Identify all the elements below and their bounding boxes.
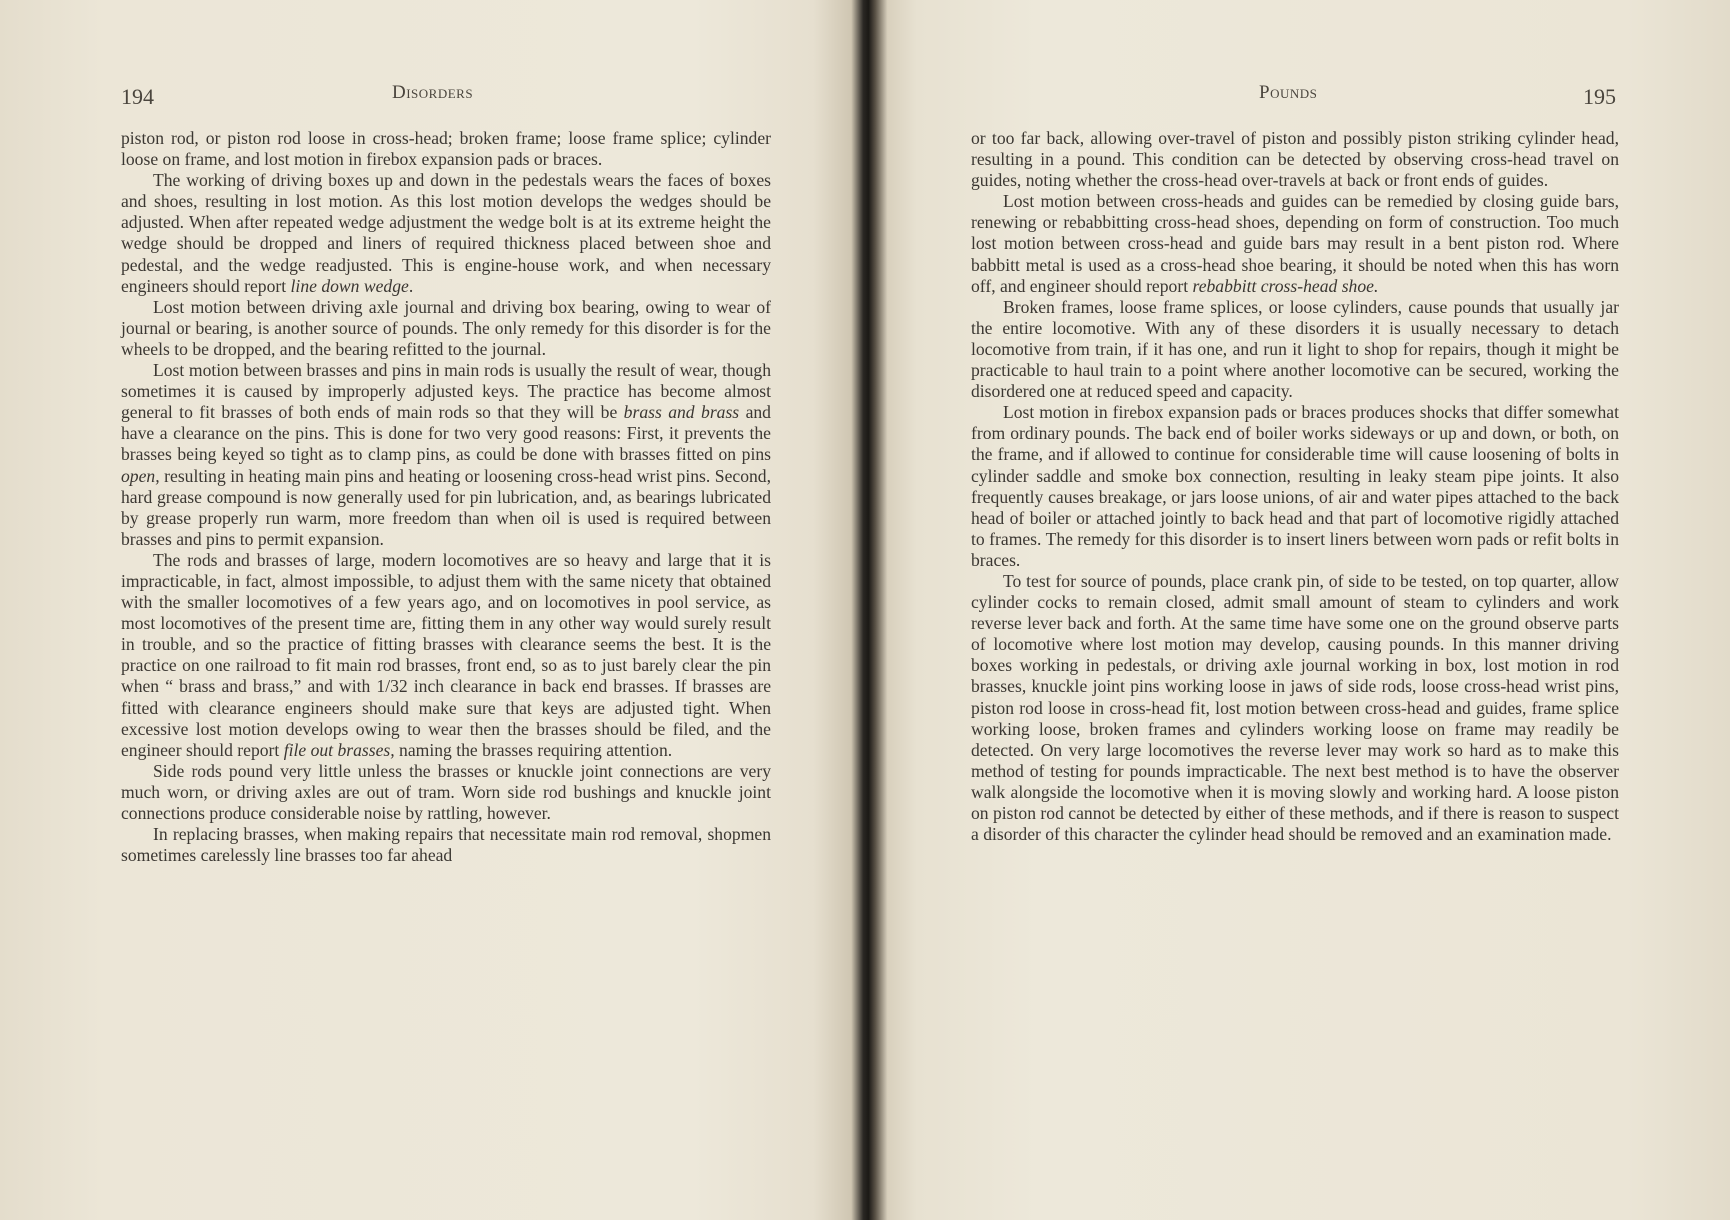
paragraph xyxy=(121,360,771,550)
text-run: Lost motion between brasses and pins in main rods is usually the result of wear, though sometimes it is caused by improperly adjusted keys. The practice has become almost general to fit brasses of both ends of main rods so that they will be xyxy=(121,360,771,423)
page-number: 194 xyxy=(121,84,154,109)
italic-text: brass and brass xyxy=(623,402,740,423)
paragraph xyxy=(121,550,771,761)
paragraph xyxy=(971,571,1619,845)
paragraph xyxy=(121,170,771,297)
running-head: Pounds xyxy=(1259,82,1318,103)
italic-text: rebabbitt cross-head shoe. xyxy=(1192,275,1379,296)
running-head: Disorders xyxy=(392,82,474,103)
body-text xyxy=(971,128,1619,845)
left-page xyxy=(0,0,850,1220)
paragraph xyxy=(121,824,771,866)
text-run: The rods and brasses of large, modern locomotives are so heavy and large that it is impracticable, in fact, almost impossible, to adjust them with the same nicety that obtained with the smaller locomotives of a few years ago, and on locomotives in pool service, as most locomotives of the present time are, fitting them in any other way would surely result in trouble, and so the practice of fitting brasses with clearance seems the best. It is the practice on one railroad to fit main rod brasses, front end, so as to just barely clear the pin when “ brass and brass,” and with 1/32 inch clearance in back end brasses. If brasses are fitted with clearance engineers should make sure that keys are adjusted tight. When excessive lost motion develops owing to wear then the brasses should be filed, and the engineer should report xyxy=(121,549,771,760)
body-text xyxy=(121,128,771,866)
right-page xyxy=(875,0,1730,1220)
paragraph xyxy=(971,297,1619,402)
text-run: Side rods pound very little unless the brasses or knuckle joint connections are very much worn, or driving axles are out of tram. Worn side rod bushings and knuckle joint connections produce considerable noise by rattling, however. xyxy=(121,760,771,823)
text-run: piston rod, or piston rod loose in cross-head; broken frame; loose frame splice; cylinder loose on frame, and lost motion in firebox expansion pads or braces. xyxy=(121,128,771,170)
text-run: and have a clearance on the pins. This is done for two very good reasons: First, it prevents the brasses being keyed so tight as to clamp pins, as could be done with brasses fitted on pins xyxy=(121,402,771,465)
paragraph xyxy=(121,761,771,824)
paragraph xyxy=(971,402,1619,571)
text-run: naming the brasses requiring attention. xyxy=(394,739,673,760)
italic-text: file out brasses, xyxy=(283,739,395,760)
paragraph xyxy=(971,128,1619,191)
text-run: resulting in heating main pins and heating or loosening cross-head wrist pins. Second, hard grease compound is now generally used for pin lubrication, and, as bearings lubricated by grease properly run warm, more freedom than when oil is used is required between brasses and pins to permit expansion. xyxy=(121,465,771,549)
text-run: Lost motion in firebox expansion pads or braces produces shocks that differ somewhat from ordinary pounds. The back end of boiler works sideways or up and down, or both, on the frame, and if allowed to continue for considerable time will cause loosening of bolts in cylinder saddle and smoke box connection, resulting in leaky steam pipe joints. It also frequently causes breakage, or jars loose unions, of air and water pipes attached to the back head of boiler or attached jointly to back head and that part of locomotive rigidly attached to frames. The remedy for this disorder is to insert liners between worn pads or refit bolts in braces. xyxy=(971,402,1619,570)
page-number: 195 xyxy=(1583,84,1616,109)
italic-text: line down wedge xyxy=(290,275,409,296)
text-run: The working of driving boxes up and down in the pedestals wears the faces of boxes and shoes, resulting in lost motion. As this lost motion develops the wedges should be adjusted. When after repeated wedge adjustment the wedge bolt is at its extreme height the wedge should be dropped and liners of required thickness placed between shoe and pedestal, and the wedge readjusted. This is engine-house work, and when necessary engineers should report xyxy=(121,170,771,296)
text-run: Broken frames, loose frame splices, or loose cylinders, cause pounds that usually jar the entire locomotive. With any of these disorders it is usually necessary to detach locomotive from train, if it has one, and run it light to shop for repairs, though it might be practicable to haul train to a point where another locomotive can be secured, working the disordered one at reduced speed and capacity. xyxy=(971,296,1619,402)
paragraph xyxy=(121,128,771,170)
text-run: Lost motion between driving axle journal and driving box bearing, owing to wear of journal or bearing, is another source of pounds. The only remedy for this disorder is for the wheels to be dropped, and the bearing refitted to the journal. xyxy=(121,296,771,359)
text-run: . xyxy=(408,275,414,296)
italic-text: open, xyxy=(121,465,160,486)
text-run: To test for source of pounds, place crank pin, of side to be tested, on top quarter, allow cylinder cocks to remain closed, admit small amount of steam to cylinders and work reverse lever back and forth. At the same time have some one on the ground observe parts of locomotive where lost motion may develop, causing pounds. In this manner driving boxes working in pedestals, or driving axle journal working in box, lost motion in rod brasses, knuckle joint pins working loose in jaws of side rods, loose cross-head wrist pins, piston rod loose in cross-head fit, lost motion between cross-head and guides, frame splice working loose, broken frames and cylinders working loose on frame may readily be detected. On very large locomotives the reverse lever may work so hard as to make this method of testing for pounds impracticable. The next best method is to have the observer walk alongside the locomotive when it is moving slowly and working hard. A loose piston on piston rod cannot be detected by either of these methods, and if there is reason to suspect a disorder of this character the cylinder head should be removed and an examination made. xyxy=(971,570,1619,845)
text-run: Lost motion between cross-heads and guides can be remedied by closing guide bars, renewing or rebabbitting cross-head shoes, depending on form of construction. Too much lost motion between cross-head and guide bars may result in a bent piston rod. Where babbitt metal is used as a cross-head shoe bearing, it should be noted when this has worn off, and engineer should report xyxy=(971,191,1619,296)
text-run: In replacing brasses, when making repairs that necessitate main rod removal, shopmen sometimes carelessly line brasses too far ahead xyxy=(121,824,771,866)
paragraph xyxy=(121,297,771,360)
text-run: or too far back, allowing over-travel of piston and possibly piston striking cylinder head, resulting in a pound. This condition can be detected by observing cross-head travel on guides, noting whether the cross-head over-travels at back or front ends of guides. xyxy=(971,128,1619,191)
paragraph xyxy=(971,191,1619,296)
